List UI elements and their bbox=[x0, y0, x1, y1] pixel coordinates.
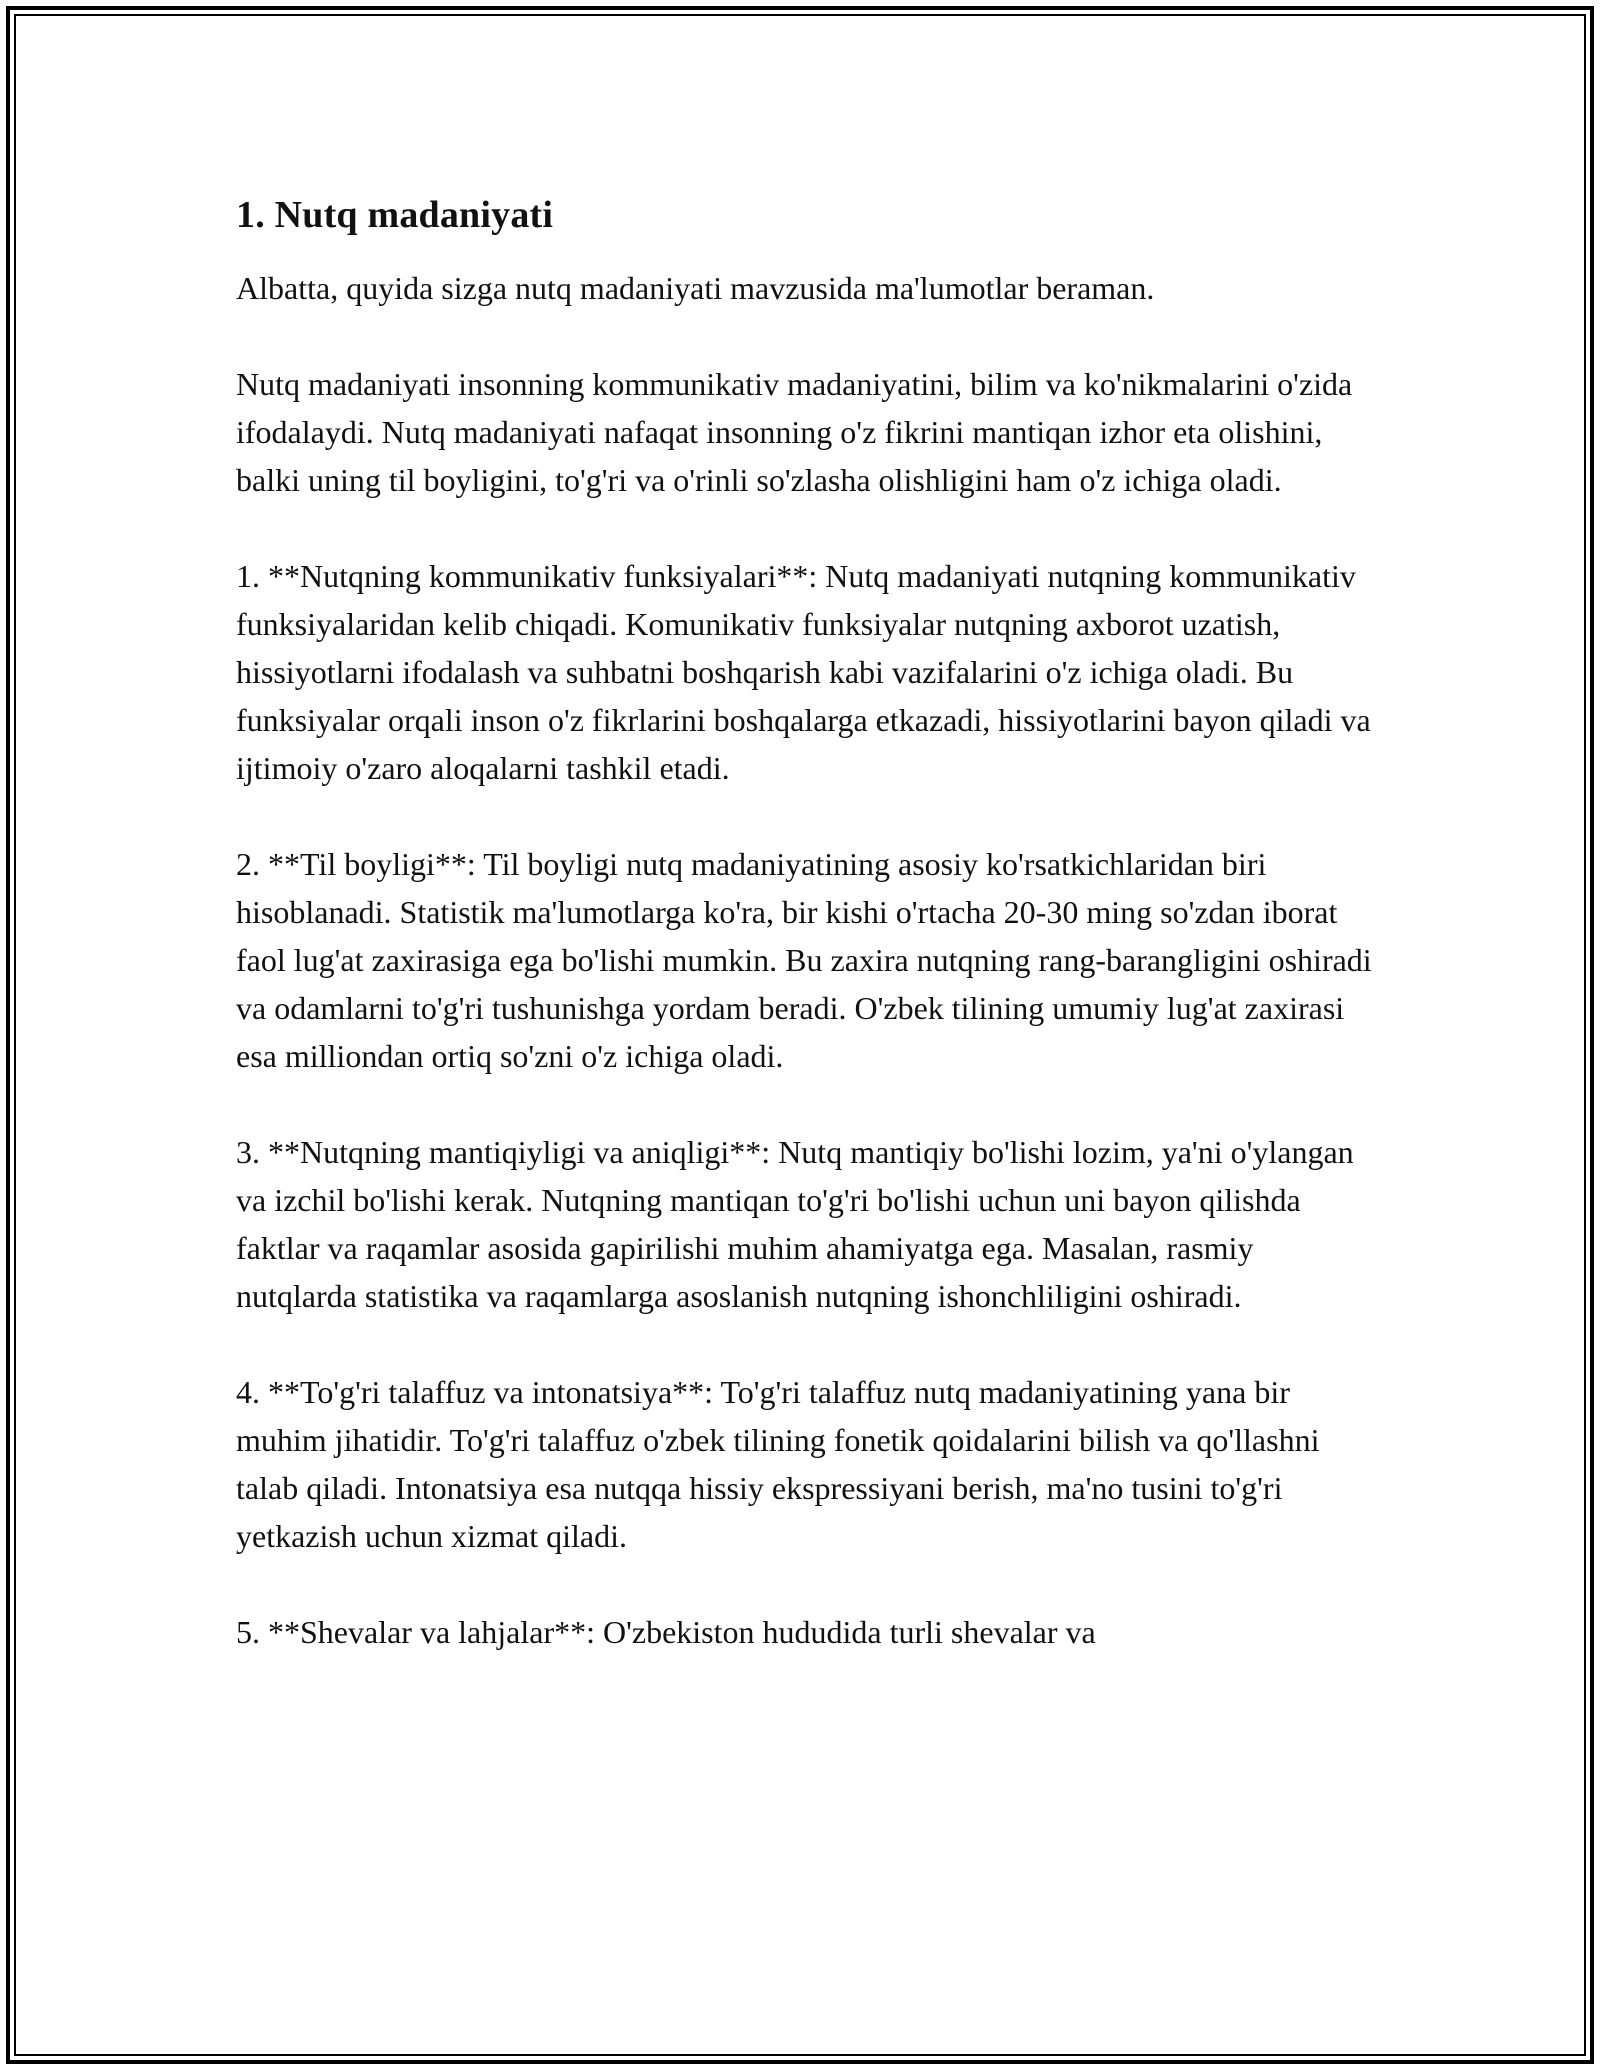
document-body bbox=[236, 188, 1376, 1704]
item-communicative-functions: 1. **Nutqning kommunikativ funksiyalari**: Nutq madaniyati nutqning kommunikativ funksiyalaridan kelib chiqadi. Komunikativ funksiyalar nutqning axborot uzatish, hissiyotlarni ifodalash va suhbatni boshqarish kabi vazifalarini o'z ichiga oladi. Bu funksiyalar orqali inson o'z fikrlarini boshqalarga etkazadi, hissiyotlarini bayon qiladi va ijtimoiy o'zaro aloqalarni tashkil etadi. bbox=[236, 558, 1371, 786]
item-pronunciation-intonation: 4. **To'g'ri talaffuz va intonatsiya**: To'g'ri talaffuz nutq madaniyatining yana bir muhim jihatidir. To'g'ri talaffuz o'zbek tilining fonetik qoidalarini bilish va qo'llashni talab qiladi. Intonatsiya esa nutqqa hissiy ekspressiyani berish, ma'no tusini to'g'ri yetkazish uchun xizmat qiladi. bbox=[236, 1374, 1320, 1554]
section-heading: 1. Nutq madaniyati bbox=[236, 194, 554, 236]
definition-paragraph: Nutq madaniyati insonning kommunikativ madaniyatini, bilim va ko'nikmalarini o'zida ifodalaydi. Nutq madaniyati nafaqat insonning o'z fikrini mantiqan izhor eta olishini, balki uning til boyligini, to'g'ri va o'rinli so'zlasha olishligini ham o'z ichiga oladi. bbox=[236, 366, 1353, 498]
item-dialects: 5. **Shevalar va lahjalar**: O'zbekiston hududida turli shevalar va bbox=[236, 1614, 1096, 1650]
item-logic-accuracy: 3. **Nutqning mantiqiyligi va aniqligi**: Nutq mantiqiy bo'lishi lozim, ya'ni o'ylangan va izchil bo'lishi kerak. Nutqning mantiqan to'g'ri bo'lishi uchun uni bayon qilishda faktlar va raqamlar asosida gapirilishi muhim ahamiyatga ega. Masalan, rasmiy nutqlarda statistika va raqamlarga asoslanish nutqning ishonchliligini oshiradi. bbox=[236, 1134, 1354, 1314]
intro-paragraph: Albatta, quyida sizga nutq madaniyati mavzusida ma'lumotlar beraman. bbox=[236, 270, 1155, 306]
item-language-richness: 2. **Til boyligi**: Til boyligi nutq madaniyatining asosiy ko'rsatkichlaridan biri hisoblanadi. Statistik ma'lumotlarga ko'ra, bir kishi o'rtacha 20-30 ming so'zdan iborat faol lug'at zaxirasiga ega bo'lishi mumkin. Bu zaxira nutqning rang-barangligini oshiradi va odamlarni to'g'ri tushunishga yordam beradi. O'zbek tilining umumiy lug'at zaxirasi esa milliondan ortiq so'zni o'z ichiga oladi. bbox=[236, 846, 1372, 1074]
